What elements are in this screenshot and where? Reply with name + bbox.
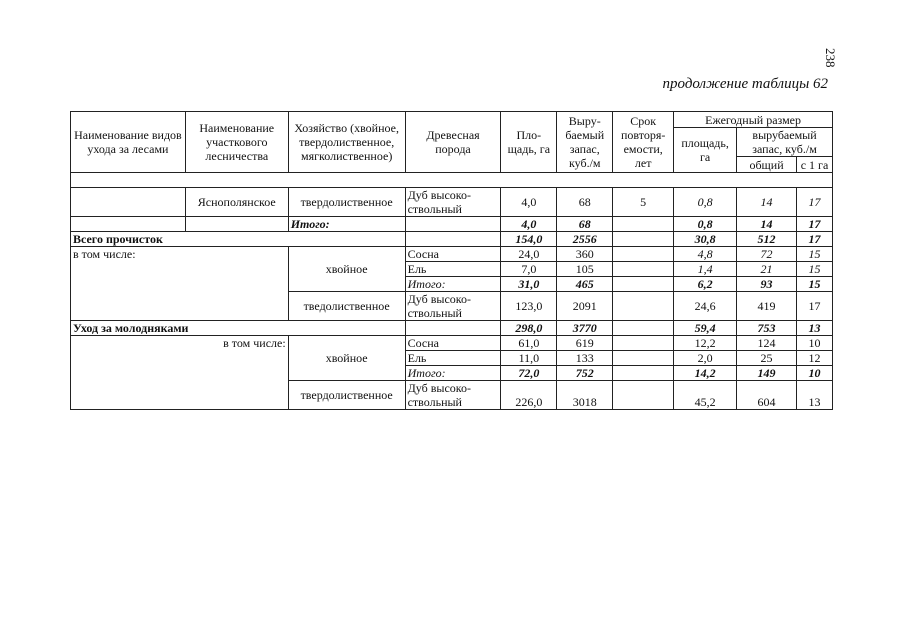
spacer-row: [71, 173, 833, 188]
cell-annual-per-ha: 13: [797, 321, 833, 336]
cell-stock: 2091: [557, 292, 613, 321]
header-species: Древесная порода: [405, 112, 501, 173]
cell-annual-per-ha: 10: [797, 336, 833, 351]
table-row: [71, 217, 833, 232]
cell-annual-total: 419: [737, 292, 797, 321]
cell-annual-area: 12,2: [674, 336, 737, 351]
cell-species: Итого:: [405, 277, 501, 292]
header-total: общий: [737, 157, 797, 173]
cell-annual-area: 0,8: [674, 188, 737, 217]
cell-annual-total: 753: [737, 321, 797, 336]
cell-annual-area: 24,6: [674, 292, 737, 321]
cell-stock: 68: [557, 188, 613, 217]
cell-stock: 3770: [557, 321, 613, 336]
header-row: [71, 112, 833, 128]
cell-species: Ель: [405, 262, 501, 277]
cell-annual-area: 4,8: [674, 247, 737, 262]
cell-annual-per-ha: 17: [797, 217, 833, 232]
cell-annual-per-ha: 17: [797, 188, 833, 217]
cell-area: 7,0: [501, 262, 557, 277]
cell-annual-total: 604: [737, 381, 797, 410]
cell-stock: 133: [557, 351, 613, 366]
cell-annual-area: 1,4: [674, 262, 737, 277]
table-continuation-caption: продолжение таблицы 62: [662, 76, 828, 92]
cell-stock: 3018: [557, 381, 613, 410]
cell-annual-total: 149: [737, 366, 797, 381]
cell-farm: хвойное: [288, 247, 405, 292]
cell-annual-per-ha: 12: [797, 351, 833, 366]
cell-area: 298,0: [501, 321, 557, 336]
cell-farm: хвойное: [288, 336, 405, 381]
table-row: [71, 321, 833, 336]
header-stock: Выру-баемый запас, куб./м: [557, 112, 613, 173]
cell-annual-area: 59,4: [674, 321, 737, 336]
cell-annual-area: 0,8: [674, 217, 737, 232]
cell-farm: тведолиственное: [288, 292, 405, 321]
cell-stock: 465: [557, 277, 613, 292]
table-row: [71, 188, 833, 217]
cell-area: 24,0: [501, 247, 557, 262]
cell-area: 154,0: [501, 232, 557, 247]
page-number: 238: [823, 48, 838, 68]
cell-annual-total: 72: [737, 247, 797, 262]
cell-annual-total: 21: [737, 262, 797, 277]
cell-area: 72,0: [501, 366, 557, 381]
cell-area: 11,0: [501, 351, 557, 366]
table-row: [71, 247, 833, 262]
cell-annual-per-ha: 15: [797, 247, 833, 262]
cell-care-type: Всего прочисток: [71, 232, 406, 247]
cell-care-type: в том числе:: [71, 247, 289, 321]
header-area: Пло-щадь, га: [501, 112, 557, 173]
forest-care-table: [70, 111, 833, 410]
cell-annual-per-ha: 15: [797, 277, 833, 292]
cell-annual-total: 14: [737, 188, 797, 217]
cell-area: 61,0: [501, 336, 557, 351]
cell-annual-total: 14: [737, 217, 797, 232]
header-forestry: Наименование участкового лесничества: [185, 112, 288, 173]
cell-annual-area: 2,0: [674, 351, 737, 366]
cell-stock: 68: [557, 217, 613, 232]
cell-annual-per-ha: 10: [797, 366, 833, 381]
cell-stock: 752: [557, 366, 613, 381]
header-care-type: Наименование видов ухода за лесами: [71, 112, 186, 173]
header-annual-area: площадь, га: [674, 128, 737, 173]
cell-species: Дуб высоко-ствольный: [405, 381, 501, 410]
cell-stock: 619: [557, 336, 613, 351]
cell-farm: твердолиственное: [288, 381, 405, 410]
cell-stock: 105: [557, 262, 613, 277]
header-annual-stock: вырубаемый запас, куб./м: [737, 128, 833, 157]
cell-stock: 360: [557, 247, 613, 262]
cell-species: Ель: [405, 351, 501, 366]
cell-species: Итого:: [405, 366, 501, 381]
header-term: Срок повторя-емости, лет: [613, 112, 674, 173]
cell-care-type: Уход за молодняками: [71, 321, 406, 336]
table-row: [71, 336, 833, 351]
cell-annual-per-ha: 13: [797, 381, 833, 410]
cell-annual-area: 30,8: [674, 232, 737, 247]
cell-annual-total: 512: [737, 232, 797, 247]
cell-species: Сосна: [405, 336, 501, 351]
cell-annual-total: 124: [737, 336, 797, 351]
cell-area: 31,0: [501, 277, 557, 292]
cell-annual-area: 14,2: [674, 366, 737, 381]
cell-species: Дуб высоко-ствольный: [405, 292, 501, 321]
cell-farm: Итого:: [288, 217, 405, 232]
header-annual: Ежегодный размер: [674, 112, 833, 128]
cell-term: 5: [613, 188, 674, 217]
cell-annual-per-ha: 17: [797, 232, 833, 247]
cell-annual-area: 6,2: [674, 277, 737, 292]
cell-annual-total: 25: [737, 351, 797, 366]
cell-species: Дуб высоко-ствольный: [405, 188, 501, 217]
cell-stock: 2556: [557, 232, 613, 247]
header-per-ha: с 1 га: [797, 157, 833, 173]
cell-area: 4,0: [501, 188, 557, 217]
cell-species: Сосна: [405, 247, 501, 262]
cell-annual-per-ha: 15: [797, 262, 833, 277]
cell-care-type: в том числе:: [71, 336, 289, 410]
table-row: [71, 232, 833, 247]
cell-annual-total: 93: [737, 277, 797, 292]
cell-annual-per-ha: 17: [797, 292, 833, 321]
header-farm: Хозяйство (хвойное, твердолиственное, мягколиственное): [288, 112, 405, 173]
cell-annual-area: 45,2: [674, 381, 737, 410]
cell-area: 226,0: [501, 381, 557, 410]
cell-area: 123,0: [501, 292, 557, 321]
cell-farm: твердолиственное: [288, 188, 405, 217]
cell-area: 4,0: [501, 217, 557, 232]
cell-forestry: Яснополянское: [185, 188, 288, 217]
